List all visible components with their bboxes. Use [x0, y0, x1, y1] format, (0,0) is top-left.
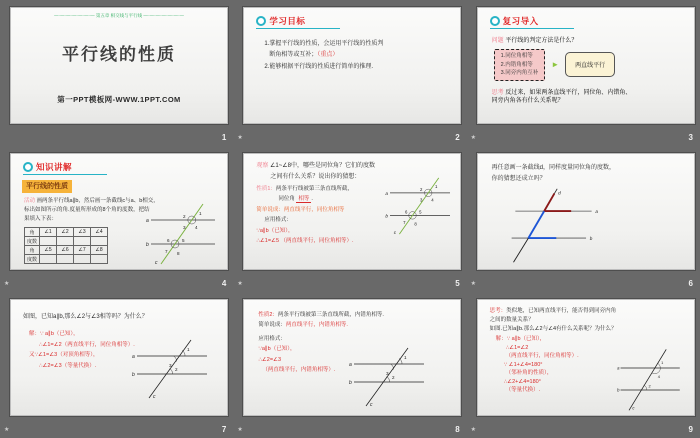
svg-text:b: b: [589, 235, 593, 241]
svg-text:1: 1: [187, 347, 190, 352]
slide-number: 7: [221, 425, 227, 434]
slide-thumbnail-7[interactable]: [10, 299, 228, 416]
svg-text:a: a: [385, 190, 389, 196]
solution-line: ∴∠1=∠2: [505, 344, 529, 351]
objective-line: 断角相等或互补；（重点）: [264, 52, 339, 59]
slide-number: 8: [455, 425, 460, 434]
slide-cell-2: [233, 0, 466, 146]
slide-thumbnail-8[interactable]: [243, 299, 461, 416]
slide-cell-9: [467, 292, 700, 438]
svg-text:c: c: [153, 394, 156, 400]
observe-line: 观察 ∠1~∠8中，哪些是同位角？它们的度数: [256, 163, 375, 169]
svg-text:3: 3: [169, 363, 172, 368]
ring-icon: [490, 16, 500, 26]
simple-say-line: 简单说成：两直线平行，同位角相等: [256, 206, 345, 213]
question-line: 如图.已知a∥b.那么∠2与∠4有什么关系呢？为什么？: [489, 325, 617, 332]
objective-line: 1.掌握平行线的性质，会运用平行线的性质判: [264, 41, 384, 47]
activity-label: 活动: [24, 198, 36, 204]
slide-number: 5: [455, 279, 460, 288]
slide-number: 3: [688, 133, 693, 142]
angles-diagram: [129, 336, 217, 402]
slide-number: 9: [688, 425, 693, 434]
transition-star-icon[interactable]: ★: [237, 135, 243, 141]
svg-text:2: 2: [648, 383, 651, 389]
topic-tag: 平行线的性质: [22, 180, 72, 193]
svg-text:4: 4: [431, 197, 434, 203]
svg-text:7: 7: [403, 219, 406, 225]
formula-line: ∴∠2=∠3: [258, 356, 282, 363]
slide-number: 6: [688, 279, 693, 288]
svg-text:1: 1: [404, 355, 407, 360]
svg-text:b: b: [385, 213, 389, 219]
question-line: 如图，已知a∥b,那么∠2与∠3相等吗？为什么？: [23, 314, 148, 320]
template-credit: 第一PPT模板网-WWW.1PPT.COM: [57, 95, 181, 104]
svg-text:a: a: [595, 208, 598, 214]
svg-text:2: 2: [175, 367, 178, 372]
judgment-flow: [494, 49, 694, 81]
svg-text:1: 1: [660, 359, 663, 365]
svg-text:2: 2: [392, 375, 395, 380]
svg-text:a: a: [349, 362, 353, 368]
slide-thumbnail-4[interactable]: [10, 153, 228, 270]
svg-text:2: 2: [420, 187, 423, 192]
angles-diagram: [346, 344, 434, 410]
slide-cell-1: [0, 0, 233, 146]
prompt-line: 你的猜想还成立吗？: [491, 176, 546, 183]
parallel-lines-diagram: [145, 202, 221, 266]
think-line: 同旁内角各有什么关系呢？: [491, 97, 564, 104]
transition-star-icon[interactable]: ★: [470, 135, 477, 141]
formula-line: （两直线平行，内错角相等）.: [262, 367, 336, 374]
slide-number: 2: [455, 133, 460, 142]
property1-line2: 同位角 相等 .: [278, 196, 313, 203]
section-title: 学习目标: [269, 16, 306, 26]
property1-line: 性质1：两条平行线被第三条直线所截，: [256, 185, 353, 192]
svg-text:c: c: [632, 405, 635, 411]
svg-text:3: 3: [386, 371, 389, 376]
slide-cell-8: [233, 292, 466, 438]
solution-line: ∴∠2=∠3（等量代换）.: [39, 362, 97, 369]
svg-text:6: 6: [167, 238, 170, 243]
slide-cell-4: [0, 146, 233, 292]
svg-text:a: a: [132, 354, 135, 360]
simple-say-line: 简单说成：两直线平行，内错角相等.: [258, 322, 348, 329]
formula-line: ∵a∥b（已知），: [256, 227, 294, 234]
formula-line: ∴∠1=∠5 （两直线平行，同位角相等）.: [256, 237, 354, 244]
formula-line: ∵a∥b（已知），: [258, 346, 296, 353]
svg-text:d: d: [557, 190, 561, 196]
svg-text:4: 4: [195, 225, 198, 230]
ring-icon: [256, 16, 266, 26]
ring-icon: [23, 162, 33, 172]
solution-line: ∴∠1=∠2（两直线平行，同位角相等）.: [39, 341, 135, 348]
solution-line: ∵ ∠1+∠4=180°: [503, 361, 543, 368]
objective-line: 2.能够根据平行线的性质进行简单的推理.: [264, 63, 373, 70]
svg-text:3: 3: [420, 197, 423, 203]
svg-text:5: 5: [419, 209, 422, 215]
slide-thumbnail-6[interactable]: [477, 153, 695, 270]
criteria-box: 1.同位角相等 2.内错角相等 3.同旁内角互补: [494, 49, 546, 81]
svg-text:b: b: [146, 242, 149, 248]
svg-text:b: b: [349, 380, 353, 386]
transition-star-icon[interactable]: ★: [237, 281, 243, 287]
highlight-key-point: （重点）: [317, 52, 339, 59]
angle-table: 角 ∠1 ∠2 ∠3 ∠4 度数 角 ∠5 ∠6 ∠7 ∠8 度数: [24, 227, 108, 264]
section-title: 复习导入: [502, 16, 539, 26]
slide-cell-5: [233, 146, 466, 292]
slide-number: 1: [221, 133, 227, 142]
solution-line: 解：∵ a∥b（已知），: [495, 336, 546, 343]
question-line: 问题 平行线的判定方法是什么？: [491, 38, 578, 44]
think-line: 思考：类似地，已知两直线平行，能否得到同旁内角: [489, 308, 617, 314]
slide-thumbnail-9[interactable]: [477, 299, 695, 416]
arrow-right-icon: ►: [551, 60, 560, 70]
angles-diagram: [616, 346, 686, 412]
svg-text:6: 6: [405, 209, 408, 215]
second-transversal-diagram: [504, 186, 616, 266]
svg-text:3: 3: [183, 225, 186, 230]
svg-text:b: b: [132, 372, 135, 378]
svg-text:a: a: [146, 218, 149, 224]
result-box: 两直线平行: [565, 52, 615, 77]
svg-text:1: 1: [199, 211, 202, 216]
format-label: 应用格式：: [258, 335, 286, 342]
section-header: [490, 15, 574, 29]
think-label: 思考: [491, 89, 504, 96]
transition-star-icon[interactable]: ★: [470, 281, 477, 287]
slide-thumbnail-3[interactable]: [477, 7, 695, 124]
svg-text:8: 8: [177, 251, 180, 256]
think-line: 思考 反过来，如果两条直线平行，同位角、内错角、: [491, 89, 632, 96]
property2-line: 性质2：两条平行线被第三条直线所截，内错角相等.: [258, 312, 384, 318]
observe-label: 观察: [256, 163, 269, 169]
transition-star-icon[interactable]: ★: [237, 427, 243, 433]
slide-thumbnail-1[interactable]: [10, 7, 228, 124]
svg-text:a: a: [616, 365, 620, 371]
slide-thumbnail-5[interactable]: [243, 153, 461, 270]
slide-cell-7: [0, 292, 233, 438]
solution-line: （两直线平行，同位角相等）.: [505, 353, 579, 360]
transition-star-icon[interactable]: ★: [4, 281, 10, 287]
slide-cell-6: [467, 146, 700, 292]
question-label: 问题: [491, 38, 504, 44]
svg-text:b: b: [616, 387, 620, 393]
solution-line: ∴∠2+∠4=180°: [503, 378, 541, 385]
svg-text:7: 7: [165, 249, 168, 254]
slide-number: 4: [221, 279, 227, 288]
observe-line: 之间有什么关系？说出你的猜想：: [270, 174, 361, 181]
format-label: 应用格式：: [264, 217, 292, 224]
solution-line: 又∵∠1=∠3（对顶角相等），: [29, 352, 99, 359]
section-header: [23, 161, 107, 175]
svg-text:c: c: [394, 230, 397, 236]
svg-text:c: c: [155, 260, 158, 266]
think-line: 之间的数量关系？: [489, 316, 534, 323]
slide-cell-3: [467, 0, 700, 146]
solution-line: （邻补角的性质），: [505, 370, 553, 377]
svg-text:4: 4: [657, 374, 660, 380]
solution-line: 解：∵ a∥b（已知），: [29, 331, 79, 338]
svg-text:c: c: [370, 402, 373, 408]
section-title: 知识讲解: [36, 162, 73, 172]
solution-line: （等量代换）.: [505, 387, 541, 394]
svg-text:5: 5: [182, 238, 185, 243]
transition-star-icon[interactable]: ★: [470, 427, 477, 433]
deck-title: 平行线的性质: [62, 45, 176, 64]
svg-text:1: 1: [435, 184, 438, 190]
chapter-strip: —·—·—·—·—·—·— 第五章 相交线与平行线 —·—·—·—·—·—·—: [54, 13, 184, 18]
svg-text:8: 8: [414, 221, 418, 227]
transition-star-icon[interactable]: ★: [4, 427, 10, 433]
section-header: [256, 15, 340, 29]
slide-thumbnail-2[interactable]: [243, 7, 461, 124]
activity-text: 活动 画两条平行线a∥b，然后画一条截线c与a、b相交， 标出如图所示的角.度量所形成的8个角的度数，把结 果填入下表：: [24, 198, 159, 222]
prompt-line: 再任意画一条截线d，同样度量同位角的度数，: [491, 165, 615, 171]
parallel-lines-diagram: [384, 176, 456, 236]
svg-text:2: 2: [183, 214, 186, 219]
